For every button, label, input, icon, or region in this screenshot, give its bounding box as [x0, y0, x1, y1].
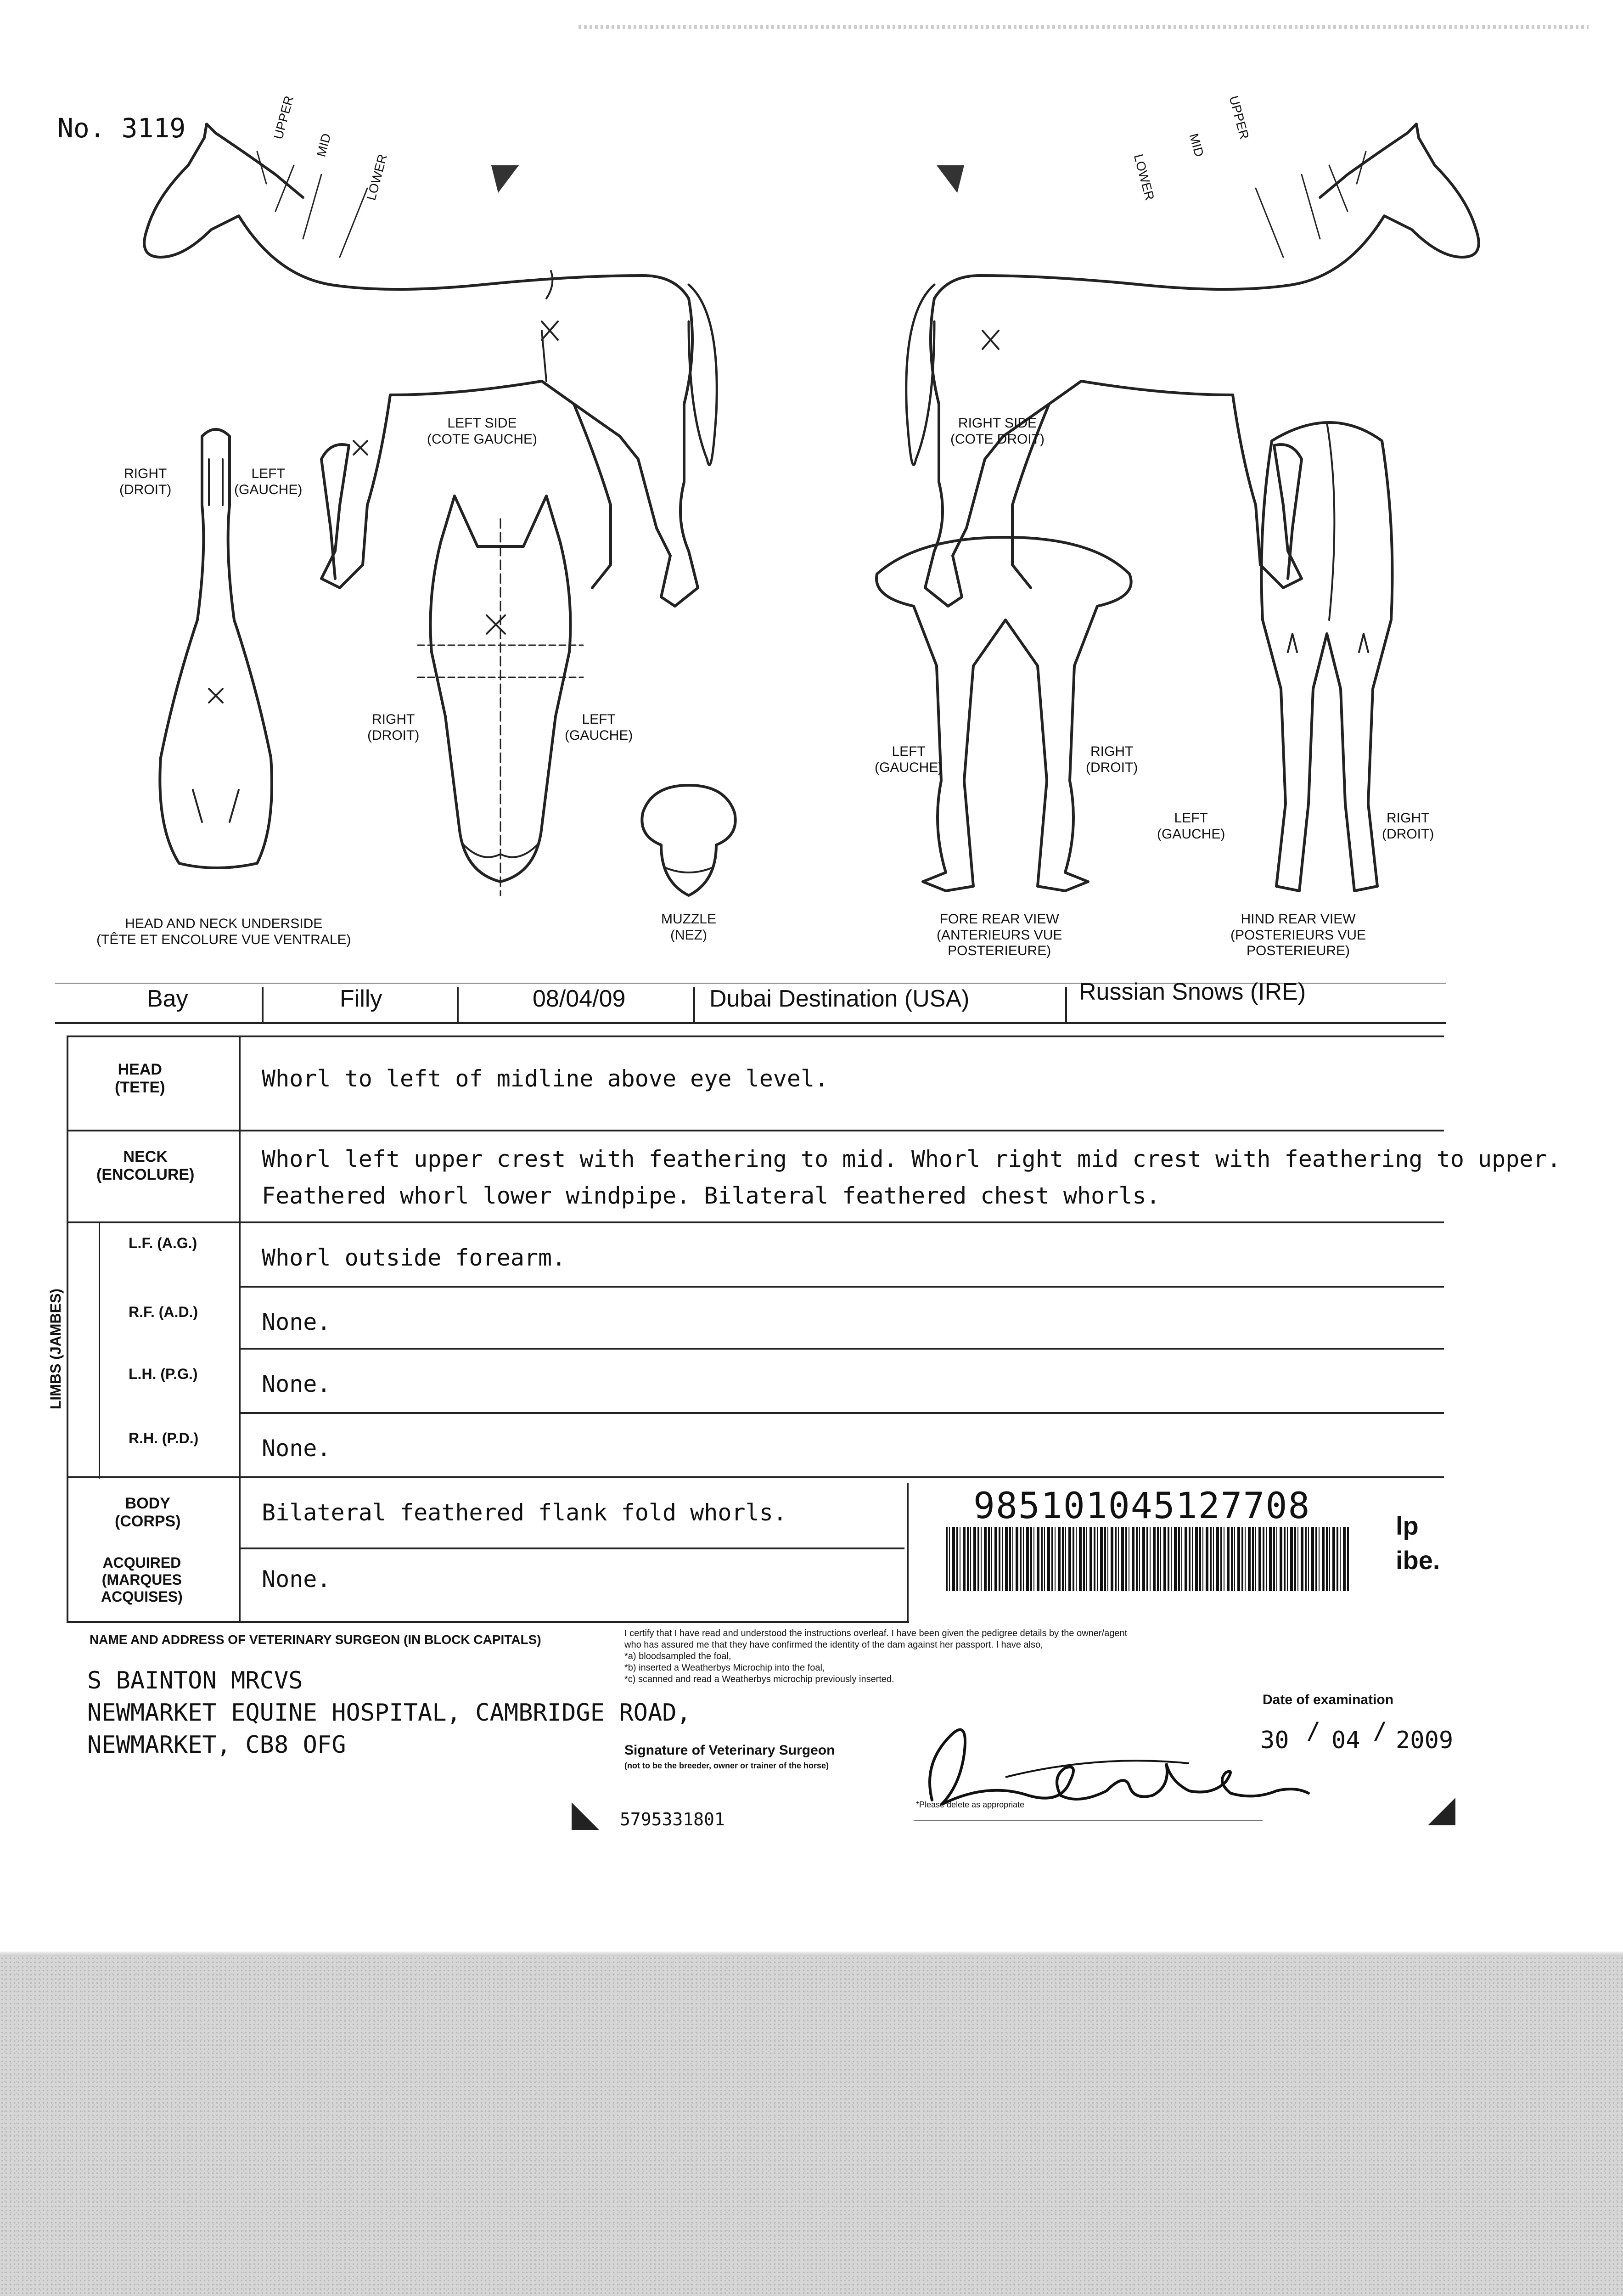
delete-note: *Please delete as appropriate [916, 1800, 1025, 1809]
label-lower-left: LOWER [364, 152, 390, 202]
signature-label: Signature of Veterinary Surgeon [624, 1743, 835, 1758]
label-hind-caption: HIND REAR VIEW (POSTERIEURS VUE POSTERIEURE) [1230, 912, 1366, 958]
label-underside-caption: HEAD AND NECK UNDERSIDE (TÊTE ET ENCOLURE VUE VENTRALE) [96, 916, 351, 947]
label-fore-caption: FORE REAR VIEW (ANTERIEURS VUE POSTERIEURE) [937, 912, 1062, 958]
acquired-row-label: ACQUIRED (MARQUES ACQUISES) [101, 1554, 183, 1605]
label-left-side: LEFT SIDE (COTE GAUCHE) [427, 416, 537, 447]
certify-line5: *c) scanned and read a Weatherbys microchip previously inserted. [624, 1674, 894, 1684]
acquired-marking: None. [262, 1566, 331, 1593]
certify-line3: *a) bloodsampled the foal, [624, 1651, 731, 1661]
neck-marking-line1: Whorl left upper crest with feathering to mid. Whorl right mid crest with feathering to upper. [262, 1146, 1561, 1172]
vet-address-line2: NEWMARKET, CB8 OFG [87, 1731, 346, 1759]
date-separator: / [1373, 1717, 1387, 1745]
label-underside-left: LEFT (GAUCHE) [234, 466, 303, 497]
date-day: 30 [1260, 1727, 1289, 1754]
horse-sex: Filly [340, 985, 382, 1012]
label-right-side: RIGHT SIDE (COTE DROIT) [950, 416, 1045, 447]
form-number: No. 3119 [57, 113, 186, 144]
date-separator: / [1306, 1717, 1321, 1745]
head-marking: Whorl to left of midline above eye level. [262, 1065, 829, 1092]
lh-marking: None. [262, 1371, 331, 1397]
label-hind-right: RIGHT (DROIT) [1382, 810, 1434, 842]
label-upper-right: UPPER [1226, 94, 1252, 141]
label-hind-left: LEFT (GAUCHE) [1157, 810, 1225, 842]
label-head-left: LEFT (GAUCHE) [565, 712, 633, 743]
label-mid-left: MID [314, 132, 334, 158]
body-marking: Bilateral feathered flank fold whorls. [262, 1499, 787, 1526]
scanner-grey-band [0, 1956, 1623, 2296]
certify-line1: I certify that I have read and understood the instructions overleaf. I have been given the pedigree details by the owner/agent [624, 1628, 1128, 1638]
microchip-side-text1: lp [1396, 1511, 1419, 1540]
label-head-right: RIGHT (DROIT) [367, 712, 420, 743]
label-fore-left: LEFT (GAUCHE) [875, 744, 943, 775]
label-underside-right: RIGHT (DROIT) [119, 466, 172, 497]
date-month: 04 [1331, 1727, 1360, 1754]
body-row-label: BODY (CORPS) [115, 1495, 181, 1531]
microchip-side-text2: ibe. [1396, 1546, 1440, 1575]
vet-name-label: NAME AND ADDRESS OF VETERINARY SURGEON (IN BLOCK CAPITALS) [90, 1632, 541, 1647]
horse-sire: Dubai Destination (USA) [709, 985, 970, 1012]
date-label: Date of examination [1263, 1692, 1394, 1707]
label-fore-right: RIGHT (DROIT) [1086, 744, 1138, 775]
limbs-group-label: LIMBS (JAMBES) [47, 1289, 64, 1410]
label-muzzle: MUZZLE (NEZ) [661, 912, 716, 943]
lh-row-label: L.H. (P.G.) [129, 1366, 198, 1382]
label-lower-right: LOWER [1131, 152, 1157, 202]
neck-marking-line2: Feathered whorl lower windpipe. Bilateral feathered chest whorls. [262, 1182, 1160, 1209]
lf-marking: Whorl outside forearm. [262, 1244, 566, 1271]
horse-colour: Bay [147, 985, 188, 1012]
neck-row-label: NECK (ENCOLURE) [96, 1148, 195, 1184]
horse-dob: 08/04/09 [533, 985, 626, 1012]
label-mid-right: MID [1186, 132, 1207, 158]
certify-line2: who has assured me that they have confirmed the identity of the dam against her passport. I have also, [624, 1640, 1043, 1650]
vet-name: S BAINTON MRCVS [87, 1667, 303, 1694]
microchip-number: 985101045127708 [973, 1486, 1311, 1527]
rh-row-label: R.H. (P.D.) [129, 1430, 199, 1446]
horse-dam: Russian Snows (IRE) [1079, 979, 1306, 1005]
rf-marking: None. [262, 1309, 331, 1335]
date-year: 2009 [1396, 1727, 1454, 1754]
vet-address-line1: NEWMARKET EQUINE HOSPITAL, CAMBRIDGE ROAD, [87, 1699, 691, 1727]
certify-line4: *b) inserted a Weatherbys Microchip into the foal, [624, 1663, 825, 1673]
head-row-label: HEAD (TETE) [115, 1061, 165, 1097]
signature-note: (not to be the breeder, owner or trainer of the horse) [624, 1761, 829, 1770]
rh-marking: None. [262, 1435, 331, 1462]
form-barcode-number: 5795331801 [620, 1809, 725, 1829]
rf-row-label: R.F. (A.D.) [129, 1304, 198, 1320]
lf-row-label: L.F. (A.G.) [129, 1235, 197, 1251]
label-upper-left: UPPER [271, 94, 297, 141]
